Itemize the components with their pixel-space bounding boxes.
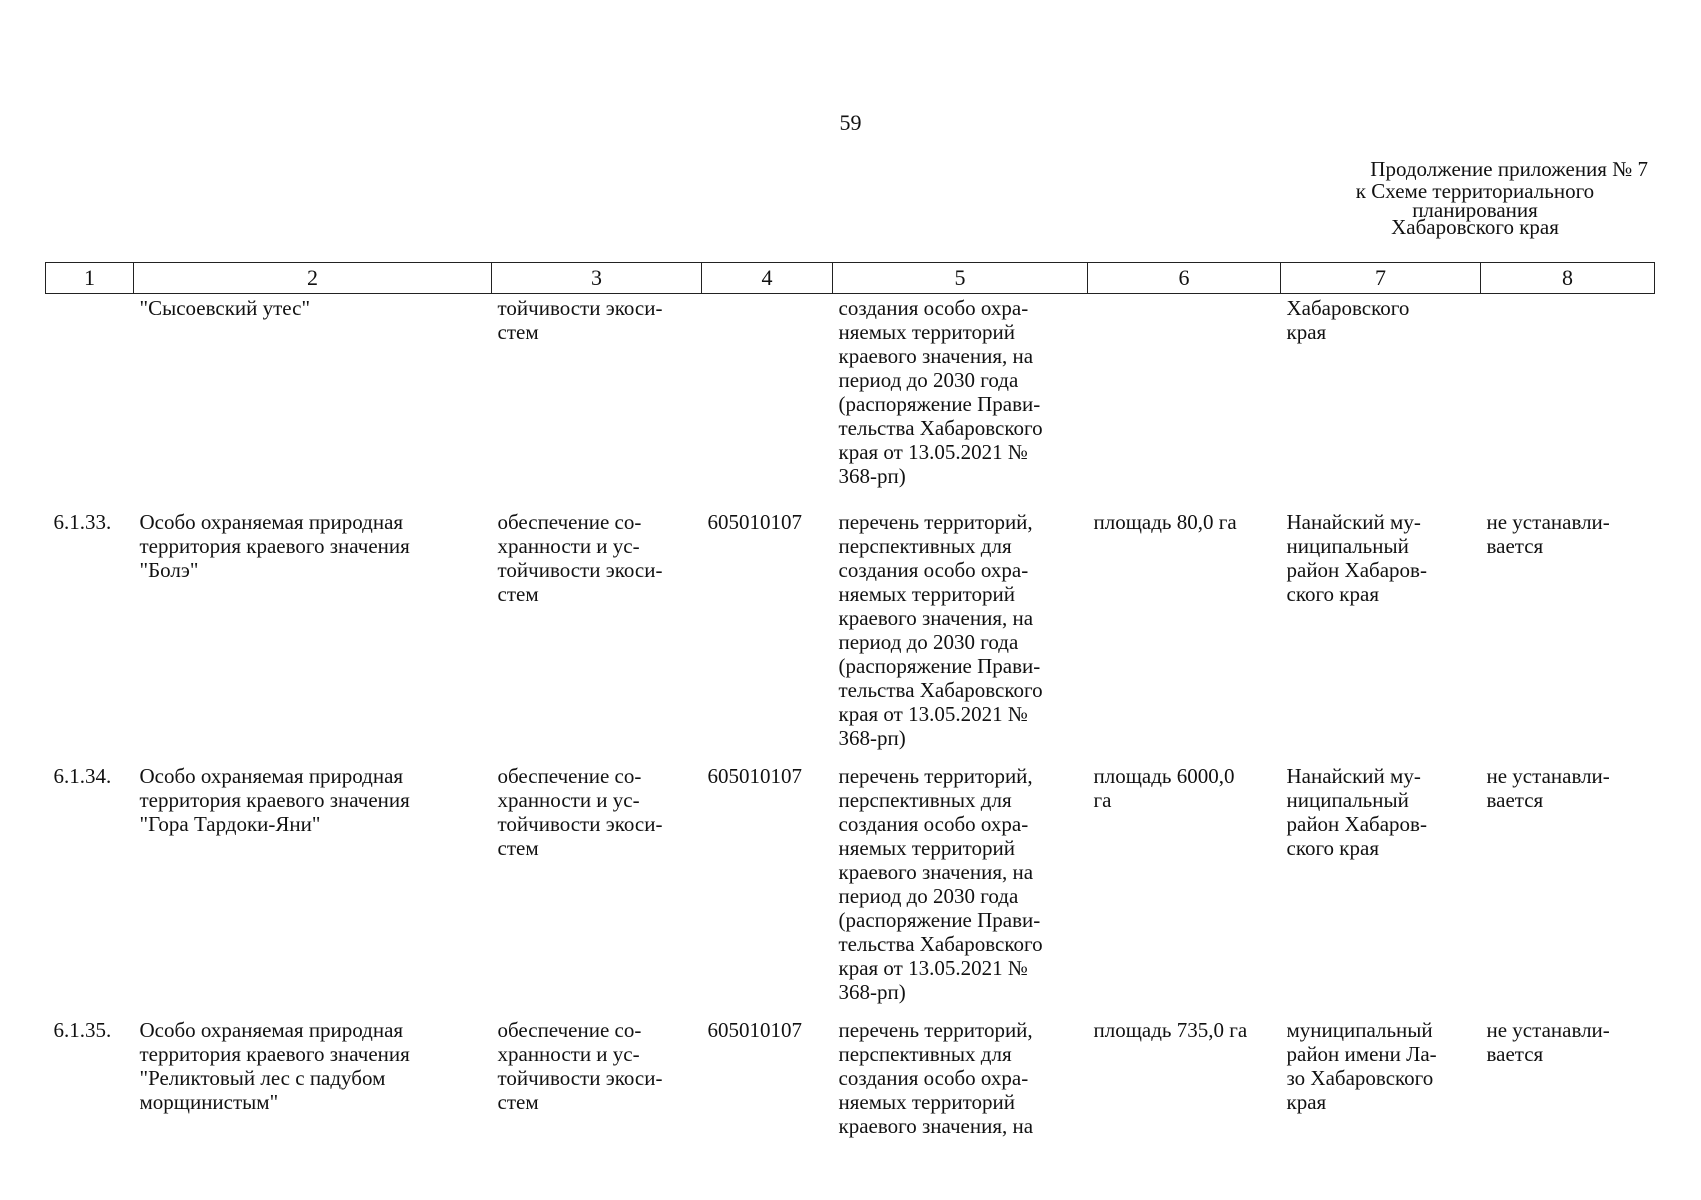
code-cell: 605010107 — [707, 510, 802, 534]
column-number-header: 4 — [702, 263, 833, 294]
appendix-note-line: планирования — [1412, 198, 1538, 222]
object-name-cell: "Сысоевский утес" — [139, 296, 311, 320]
characteristics-cell: площадь 6000,0 га — [1093, 764, 1235, 812]
code-cell: 605010107 — [707, 764, 802, 788]
zone-cell: не устанавли- вается — [1486, 1018, 1610, 1066]
purpose-cell: обеспечение со- хранности и ус- тойчивости экоси- стем — [497, 510, 663, 606]
appendix-note-line: к Схеме территориального — [1355, 179, 1595, 203]
page-number: 59 — [839, 110, 862, 135]
appendix-note — [1300, 157, 1650, 239]
characteristics-cell — [1088, 294, 1281, 511]
basis-cell: создания особо охра- няемых территорий краевого значения, на период до 2030 года (распоряжение Прави- тельства Хабаровского края от 13.05.2021 № 368-рп) — [838, 296, 1043, 488]
column-number-header: 7 — [1281, 263, 1481, 294]
zone-cell: не устанавли- вается — [1486, 764, 1610, 812]
object-name-cell: Особо охраняемая природная территория краевого значения "Реликтовый лес с падубом морщинистым" — [139, 1018, 410, 1114]
row-number-cell: 6.1.34. — [53, 764, 112, 788]
zone-cell — [1481, 294, 1655, 511]
object-name-cell: Особо охраняемая природная территория краевого значения "Гора Тардоки-Яни" — [139, 764, 410, 836]
code-cell — [702, 294, 833, 511]
column-number-row — [46, 263, 1655, 294]
zone-cell: не устанавли- вается — [1486, 510, 1610, 558]
purpose-cell: обеспечение со- хранности и ус- тойчивости экоси- стем — [497, 764, 663, 860]
column-number-header: 8 — [1481, 263, 1655, 294]
row-number-cell: 6.1.35. — [53, 1018, 112, 1042]
row-number-cell — [46, 294, 134, 511]
territories-table — [45, 262, 1655, 1152]
purpose-cell: тойчивости экоси- стем — [497, 296, 663, 344]
column-number-header: 2 — [134, 263, 492, 294]
column-number-header: 1 — [46, 263, 134, 294]
basis-cell: перечень территорий, перспективных для создания особо охра- няемых территорий краевого значения, на период до 2030 года (распоряжение Прави- тельства Хабаровского края от 13.05.2021 № 368-рп) — [838, 510, 1043, 750]
basis-cell: перечень территорий, перспективных для создания особо охра- няемых территорий краевого значения, на — [838, 1018, 1034, 1138]
row-number-cell: 6.1.33. — [53, 510, 112, 534]
object-name-cell: Особо охраняемая природная территория краевого значения "Болэ" — [139, 510, 410, 582]
location-cell: Хабаровского края — [1286, 296, 1410, 344]
location-cell: Нанайский му- ниципальный район Хабаров- ского края — [1286, 510, 1427, 606]
location-cell: Нанайский му- ниципальный район Хабаров- ского края — [1286, 764, 1427, 860]
table-row — [46, 764, 1655, 1018]
appendix-note-line: Хабаровского края — [1391, 215, 1559, 239]
characteristics-cell: площадь 80,0 га — [1093, 510, 1237, 534]
basis-cell: перечень территорий, перспективных для создания особо охра- няемых территорий краевого значения, на период до 2030 года (распоряжение Прави- тельства Хабаровского края от 13.05.2021 № 368-рп) — [838, 764, 1043, 1004]
column-number-header: 3 — [492, 263, 702, 294]
characteristics-cell: площадь 735,0 га — [1093, 1018, 1248, 1042]
table-row — [46, 294, 1655, 511]
location-cell: муниципальный район имени Ла- зо Хабаровского края — [1286, 1018, 1437, 1114]
code-cell: 605010107 — [707, 1018, 802, 1042]
table-row — [46, 1018, 1655, 1152]
purpose-cell: обеспечение со- хранности и ус- тойчивости экоси- стем — [497, 1018, 663, 1114]
column-number-header: 6 — [1088, 263, 1281, 294]
column-number-header: 5 — [833, 263, 1088, 294]
table-row — [46, 510, 1655, 764]
appendix-note-line: Продолжение приложения № 7 — [1370, 157, 1648, 181]
